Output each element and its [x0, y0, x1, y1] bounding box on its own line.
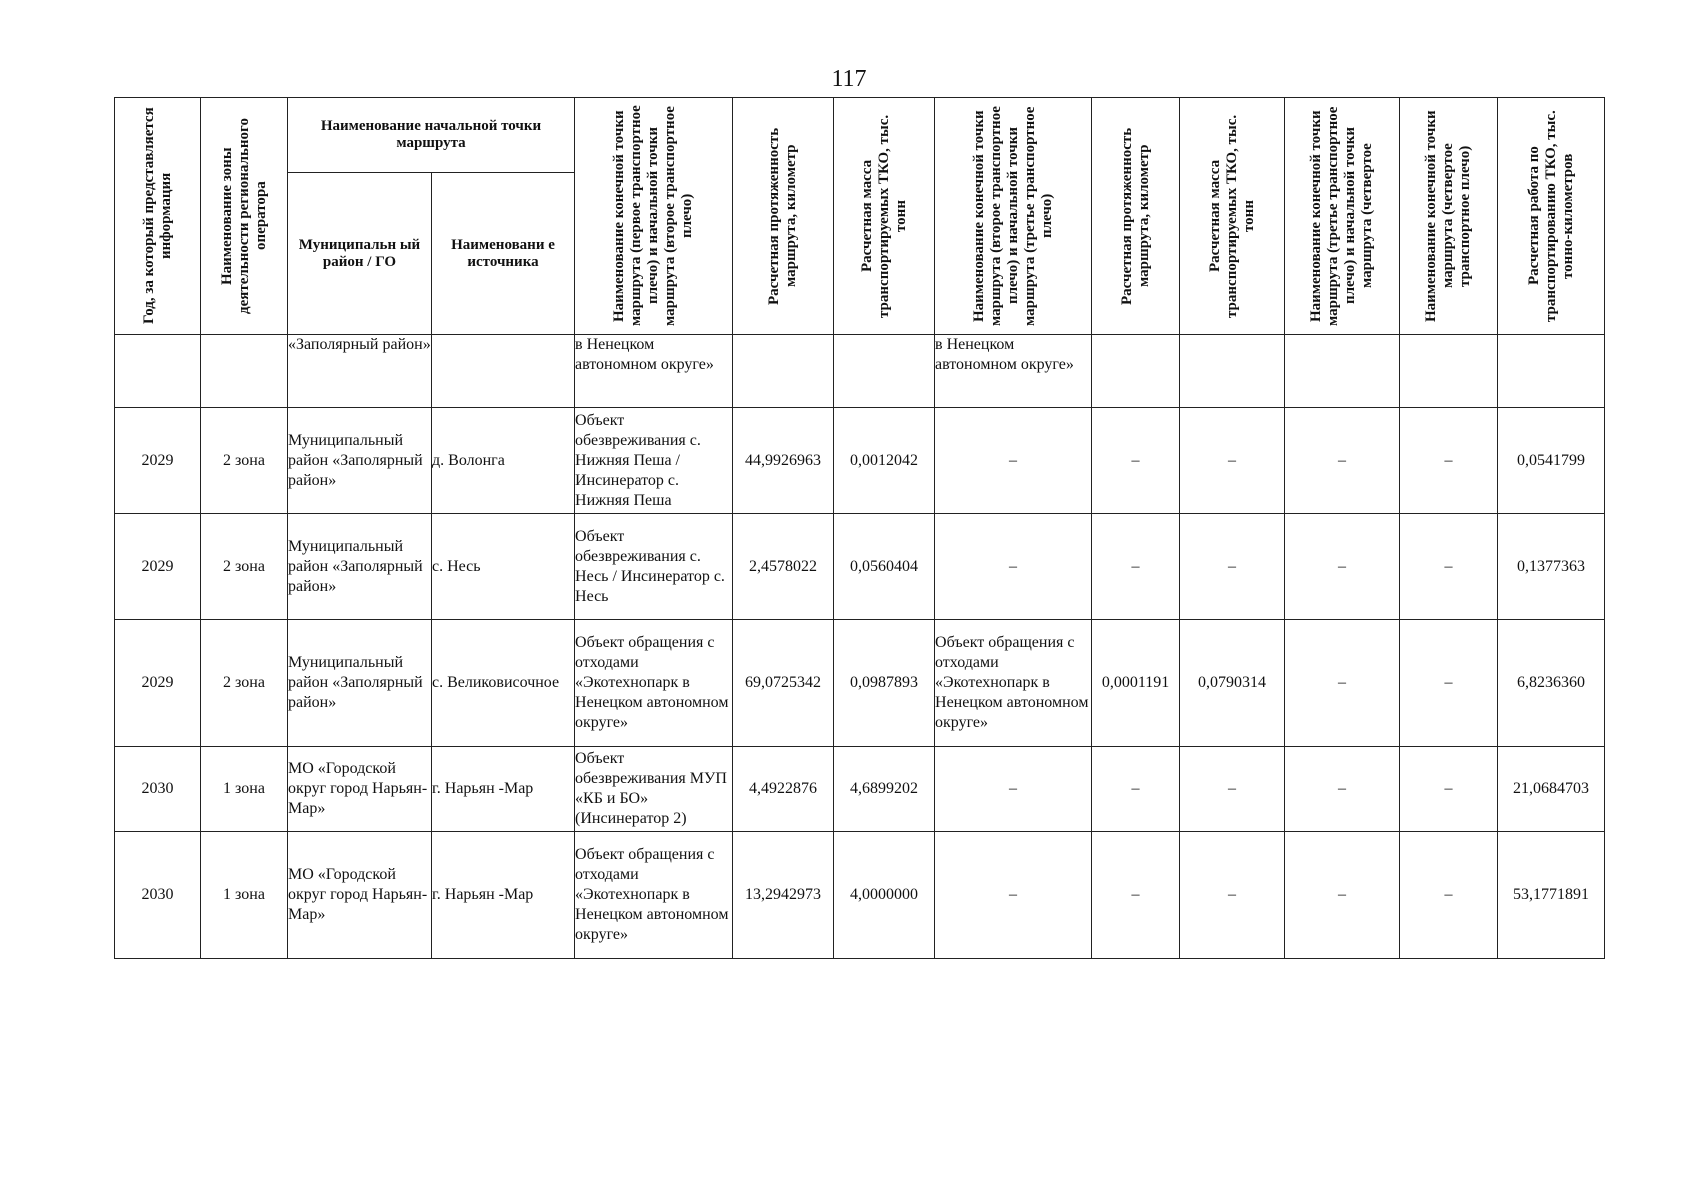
cell-distance-1: 44,9926963	[733, 408, 834, 514]
cell-mass-1	[834, 335, 935, 408]
cell-distance-1: 69,0725342	[733, 620, 834, 747]
cell-end-point-3: –	[1285, 620, 1400, 747]
header-distance-2: Расчетная протяженность маршрута, километр	[1092, 98, 1180, 335]
cell-end-point-1: в Ненецком автономном округе»	[575, 335, 733, 408]
cell-end-point-1: Объект обезвреживания МУП «КБ и БО» (Инсинератор 2)	[575, 747, 733, 832]
cell-zone	[201, 335, 288, 408]
cell-year: 2030	[115, 747, 201, 832]
cell-end-point-4: –	[1400, 514, 1498, 620]
page-number: 117	[831, 66, 867, 92]
cell-end-point-4	[1400, 335, 1498, 408]
cell-mass-1: 0,0012042	[834, 408, 935, 514]
header-distance-1: Расчетная протяженность маршрута, километр	[733, 98, 834, 335]
header-source: Наименовани е источника	[432, 173, 575, 335]
cell-municipal: Муниципальный район «Заполярный район»	[288, 620, 432, 747]
cell-end-point-4: –	[1400, 620, 1498, 747]
cell-source: г. Нарьян -Мар	[432, 747, 575, 832]
cell-municipal: Муниципальный район «Заполярный район»	[288, 408, 432, 514]
cell-end-point-3: –	[1285, 514, 1400, 620]
cell-end-point-2: –	[935, 832, 1092, 959]
cell-end-point-2: –	[935, 514, 1092, 620]
cell-mass-2: –	[1180, 408, 1285, 514]
cell-municipal: МО «Городской округ город Нарьян-Мар»	[288, 832, 432, 959]
cell-end-point-2: Объект обращения с отходами «Экотехнопарк в Ненецком автономном округе»	[935, 620, 1092, 747]
cell-mass-2: –	[1180, 832, 1285, 959]
cell-year: 2029	[115, 514, 201, 620]
cell-end-point-2: в Ненецком автономном округе»	[935, 335, 1092, 408]
header-municipal: Муниципальн ый район / ГО	[288, 173, 432, 335]
cell-distance-1: 2,4578022	[733, 514, 834, 620]
cell-year	[115, 335, 201, 408]
cell-transport-work: 6,8236360	[1498, 620, 1605, 747]
cell-transport-work: 53,1771891	[1498, 832, 1605, 959]
cell-year: 2030	[115, 832, 201, 959]
cell-distance-2: –	[1092, 408, 1180, 514]
cell-transport-work: 0,0541799	[1498, 408, 1605, 514]
cell-zone: 2 зона	[201, 620, 288, 747]
cell-mass-2: –	[1180, 514, 1285, 620]
cell-source: г. Нарьян -Мар	[432, 832, 575, 959]
cell-distance-2	[1092, 335, 1180, 408]
header-end-point-1: Наименование конечной точки маршрута (первое транспортное плечо) и начальной точки маршрута (второе транспортное плечо)	[575, 98, 733, 335]
routes-table	[114, 97, 1605, 959]
header-end-point-2: Наименование конечной точки маршрута (второе транспортное плечо) и начальной точки маршрута (третье транспортное плечо)	[935, 98, 1092, 335]
cell-end-point-3: –	[1285, 747, 1400, 832]
cell-municipal: Муниципальный район «Заполярный район»	[288, 514, 432, 620]
table-row	[115, 832, 1605, 959]
cell-source: с. Великовисочное	[432, 620, 575, 747]
cell-end-point-3: –	[1285, 408, 1400, 514]
cell-end-point-4: –	[1400, 408, 1498, 514]
cell-end-point-1: Объект обращения с отходами «Экотехнопарк в Ненецком автономном округе»	[575, 620, 733, 747]
header-end-point-4: Наименование конечной точки маршрута (четвертое транспортное плечо)	[1400, 98, 1498, 335]
table-row	[115, 747, 1605, 832]
header-start-point: Наименование начальной точки маршрута	[288, 98, 575, 173]
cell-end-point-4: –	[1400, 747, 1498, 832]
cell-distance-1: 4,4922876	[733, 747, 834, 832]
cell-mass-2: –	[1180, 747, 1285, 832]
cell-mass-1: 0,0560404	[834, 514, 935, 620]
header-year: Год, за который представляется информация	[115, 98, 201, 335]
table-row	[115, 514, 1605, 620]
cell-municipal: МО «Городской округ город Нарьян-Мар»	[288, 747, 432, 832]
cell-end-point-4: –	[1400, 832, 1498, 959]
cell-distance-1: 13,2942973	[733, 832, 834, 959]
cell-transport-work	[1498, 335, 1605, 408]
cell-year: 2029	[115, 620, 201, 747]
cell-mass-1: 0,0987893	[834, 620, 935, 747]
cell-mass-1: 4,0000000	[834, 832, 935, 959]
header-transport-work: Расчетная работа по транспортированию ТКО, тыс. тонно-километров	[1498, 98, 1605, 335]
cell-municipal: «Заполярный район»	[288, 335, 432, 408]
cell-end-point-3	[1285, 335, 1400, 408]
cell-mass-1: 4,6899202	[834, 747, 935, 832]
cell-transport-work: 21,0684703	[1498, 747, 1605, 832]
cell-end-point-1: Объект обезвреживания с. Несь / Инсинератор с. Несь	[575, 514, 733, 620]
cell-transport-work: 0,1377363	[1498, 514, 1605, 620]
header-end-point-3: Наименование конечной точки маршрута (третье транспортное плечо) и начальной точки маршрута (четвертое	[1285, 98, 1400, 335]
cell-zone: 1 зона	[201, 747, 288, 832]
cell-zone: 1 зона	[201, 832, 288, 959]
cell-zone: 2 зона	[201, 408, 288, 514]
cell-source: с. Несь	[432, 514, 575, 620]
cell-distance-2: 0,0001191	[1092, 620, 1180, 747]
cell-end-point-3: –	[1285, 832, 1400, 959]
table-row	[115, 620, 1605, 747]
header-zone: Наименование зоны деятельности регионального оператора	[201, 98, 288, 335]
cell-distance-2: –	[1092, 832, 1180, 959]
table-row	[115, 408, 1605, 514]
cell-year: 2029	[115, 408, 201, 514]
cell-source: д. Волонга	[432, 408, 575, 514]
header-mass-2: Расчетная масса транспортируемых ТКО, тыс. тонн	[1180, 98, 1285, 335]
cell-distance-2: –	[1092, 747, 1180, 832]
cell-mass-2: 0,0790314	[1180, 620, 1285, 747]
header-mass-1: Расчетная масса транспортируемых ТКО, тыс. тонн	[834, 98, 935, 335]
cell-end-point-1: Объект обезвреживания с. Нижняя Пеша / Инсинератор с. Нижняя Пеша	[575, 408, 733, 514]
cell-end-point-1: Объект обращения с отходами «Экотехнопарк в Ненецком автономном округе»	[575, 832, 733, 959]
cell-distance-1	[733, 335, 834, 408]
cell-zone: 2 зона	[201, 514, 288, 620]
cell-mass-2	[1180, 335, 1285, 408]
cell-distance-2: –	[1092, 514, 1180, 620]
cell-end-point-2: –	[935, 747, 1092, 832]
table-row	[115, 335, 1605, 408]
cell-source	[432, 335, 575, 408]
cell-end-point-2: –	[935, 408, 1092, 514]
